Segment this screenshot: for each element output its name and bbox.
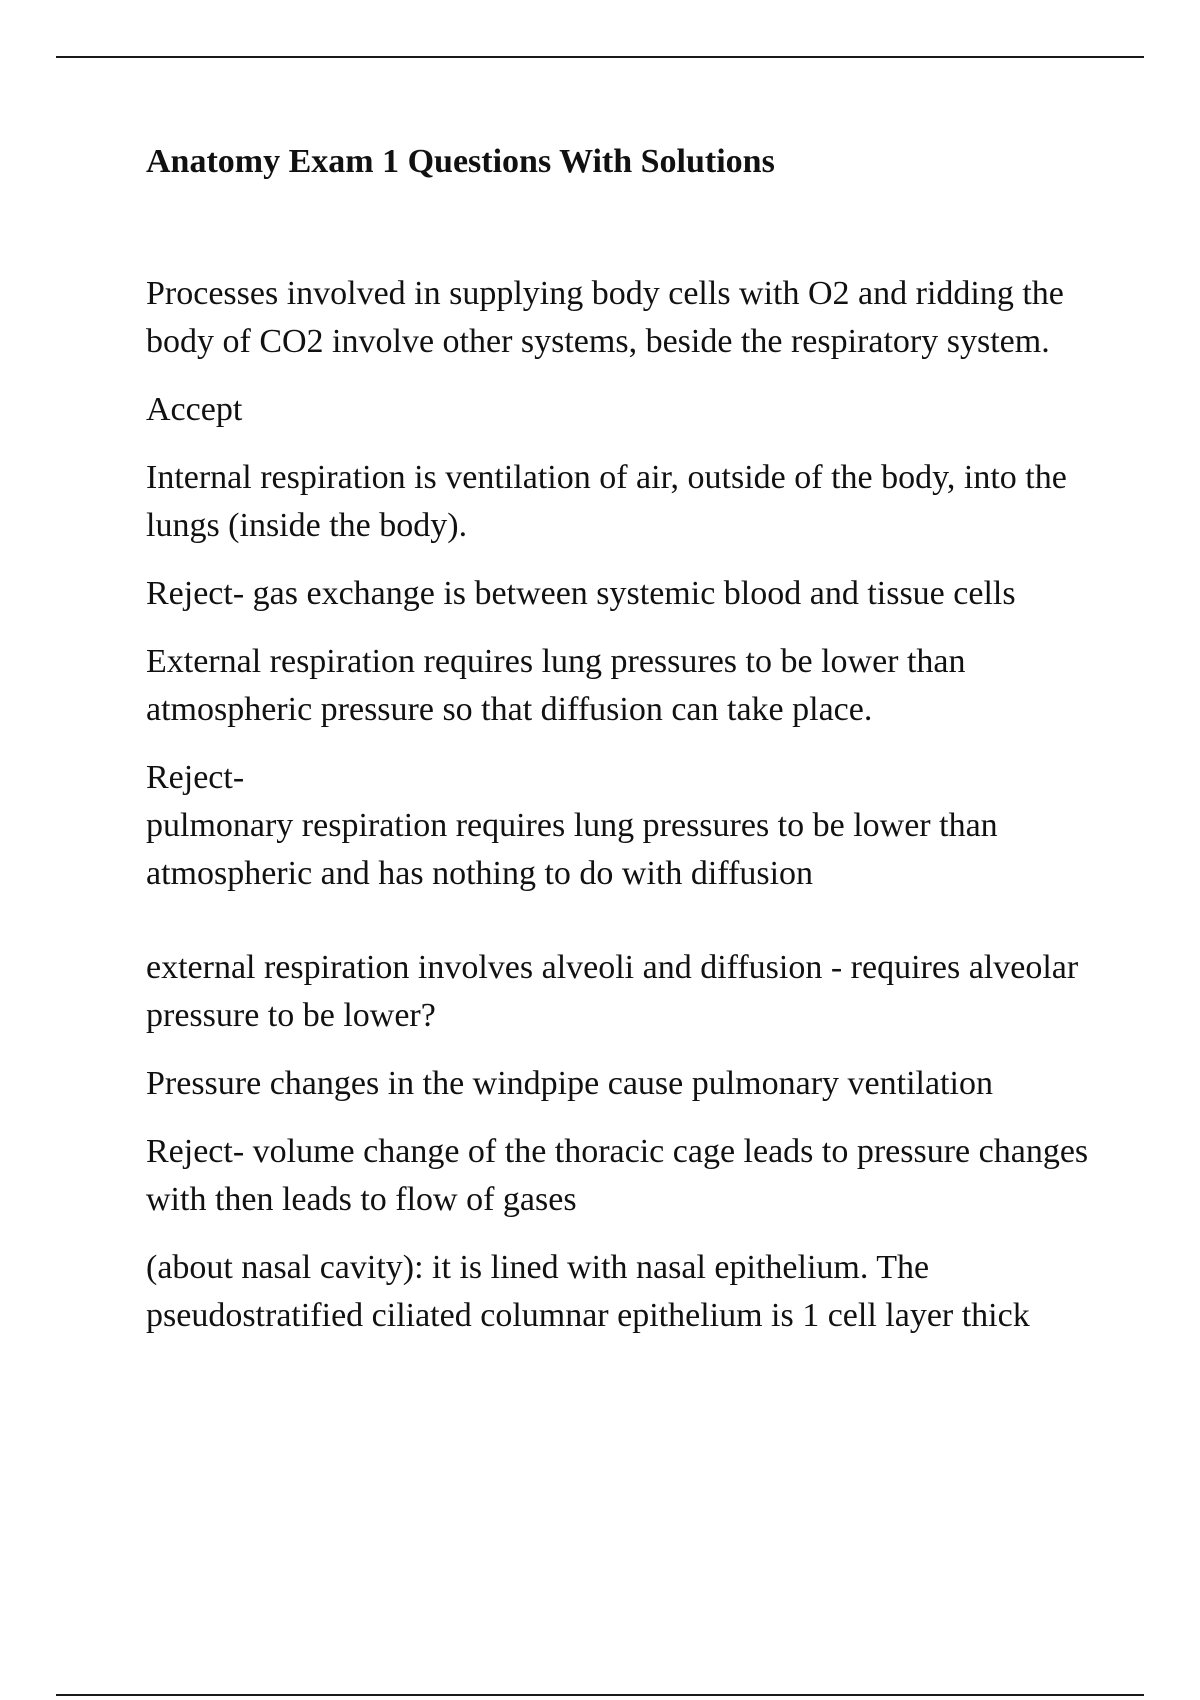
paragraph-answer-3-detail: pulmonary respiration requires lung pressures to be lower than atmospheric and has nothing to do with diffusion	[146, 807, 998, 892]
paragraph-answer-4: Reject- volume change of the thoracic cage leads to pressure changes with then leads to flow of gases	[146, 1133, 1089, 1218]
paragraph-answer-3-label: Reject-	[146, 759, 245, 796]
paragraph-answer-2: Reject- gas exchange is between systemic blood and tissue cells	[146, 575, 1016, 612]
paragraph-answer-1: Accept	[146, 391, 243, 428]
document-title: Anatomy Exam 1 Questions With Solutions	[146, 143, 775, 180]
paragraph-statement-2: Internal respiration is ventilation of air, outside of the body, into the lungs (inside the body).	[146, 459, 1067, 544]
paragraph-statement-4: Pressure changes in the windpipe cause pulmonary ventilation	[146, 1065, 993, 1102]
paragraph-statement-1: Processes involved in supplying body cells with O2 and ridding the body of CO2 involve other systems, beside the respiratory system.	[146, 275, 1064, 360]
bottom-divider	[56, 1694, 1144, 1696]
top-divider	[56, 56, 1144, 58]
document-body	[146, 140, 1106, 1360]
paragraph-note: external respiration involves alveoli and diffusion - requires alveolar pressure to be lower?	[146, 949, 1079, 1034]
paragraph-statement-3: External respiration requires lung pressures to be lower than atmospheric pressure so that diffusion can take place.	[146, 643, 966, 728]
paragraph-statement-5: (about nasal cavity): it is lined with nasal epithelium. The pseudostratified ciliated columnar epithelium is 1 cell layer thick	[146, 1249, 1030, 1334]
